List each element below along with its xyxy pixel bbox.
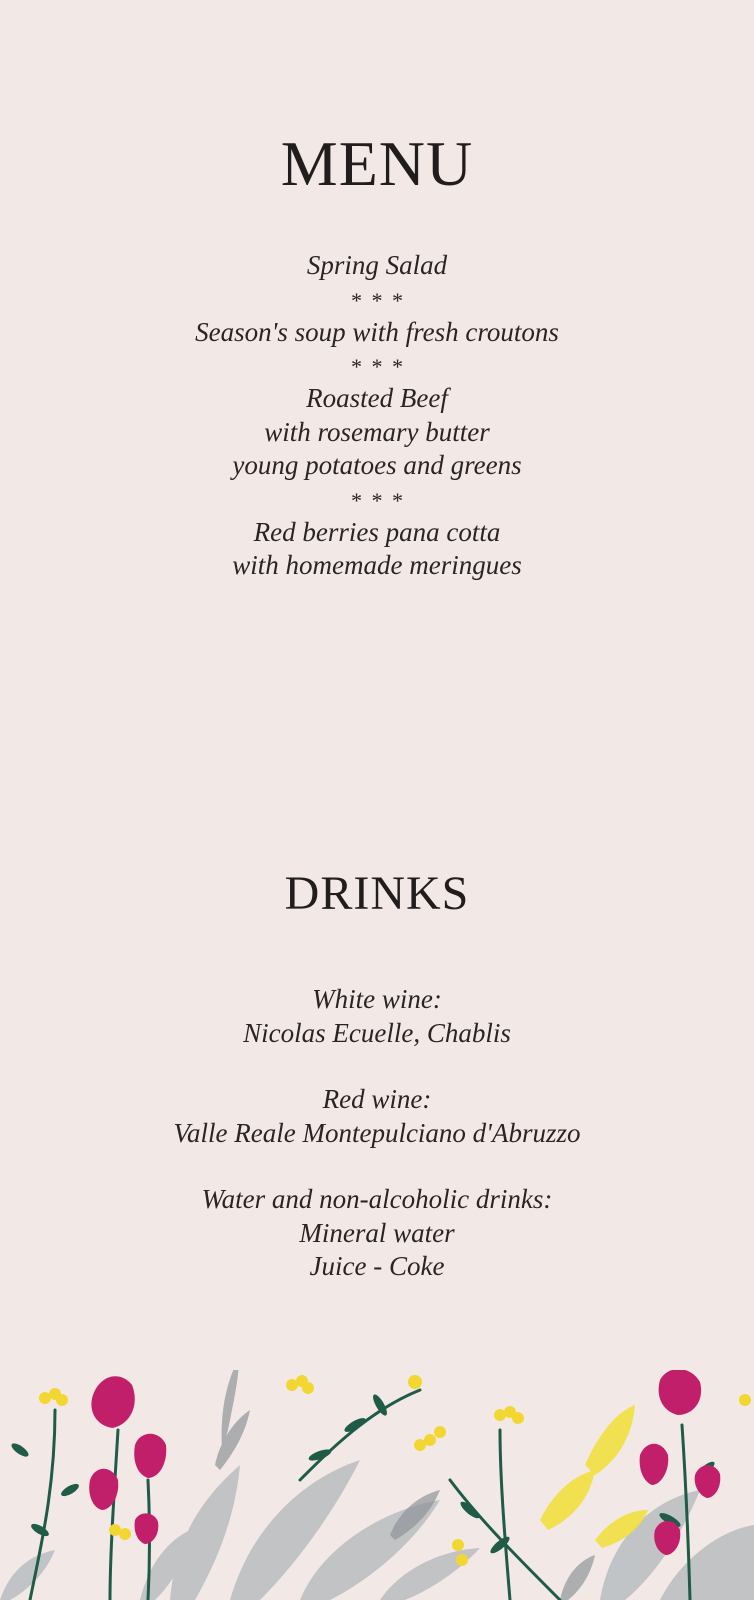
drink-item: Mineral water [299,1217,455,1248]
course-soup: Season's soup with fresh croutons [195,316,559,347]
course-main-title: Roasted Beef [306,383,448,413]
drink-group-red-wine [0,1083,754,1150]
course-separator: * * * [350,354,404,379]
course-dessert-title: Red berries pana cotta [253,516,501,547]
drink-label: White wine: [312,984,442,1014]
course-separator: * * * [350,487,404,513]
watercolor-floral-border-icon [0,1370,754,1600]
drink-label: Red wine: [322,1084,432,1114]
drink-label: Water and non-alcoholic drinks: [201,1184,553,1214]
drinks-title: DRINKS [284,867,470,920]
course-dessert-detail: with homemade meringues [232,550,522,580]
drink-item: Juice - Coke [309,1251,445,1281]
drink-group-white-wine [0,983,754,1050]
drink-group-non-alcoholic [0,1183,754,1284]
course-main-detail: with rosemary butter [264,416,490,447]
course-main-sides: young potatoes and greens [232,450,522,480]
menu-courses [0,249,754,583]
drink-item: Nicolas Ecuelle, Chablis [243,1017,511,1048]
course-separator: * * * [350,287,404,313]
menu-title: MENU [280,128,474,199]
drink-item: Valle Reale Montepulciano d'Abruzzo [173,1117,581,1148]
course-spring-salad: Spring Salad [306,250,448,280]
